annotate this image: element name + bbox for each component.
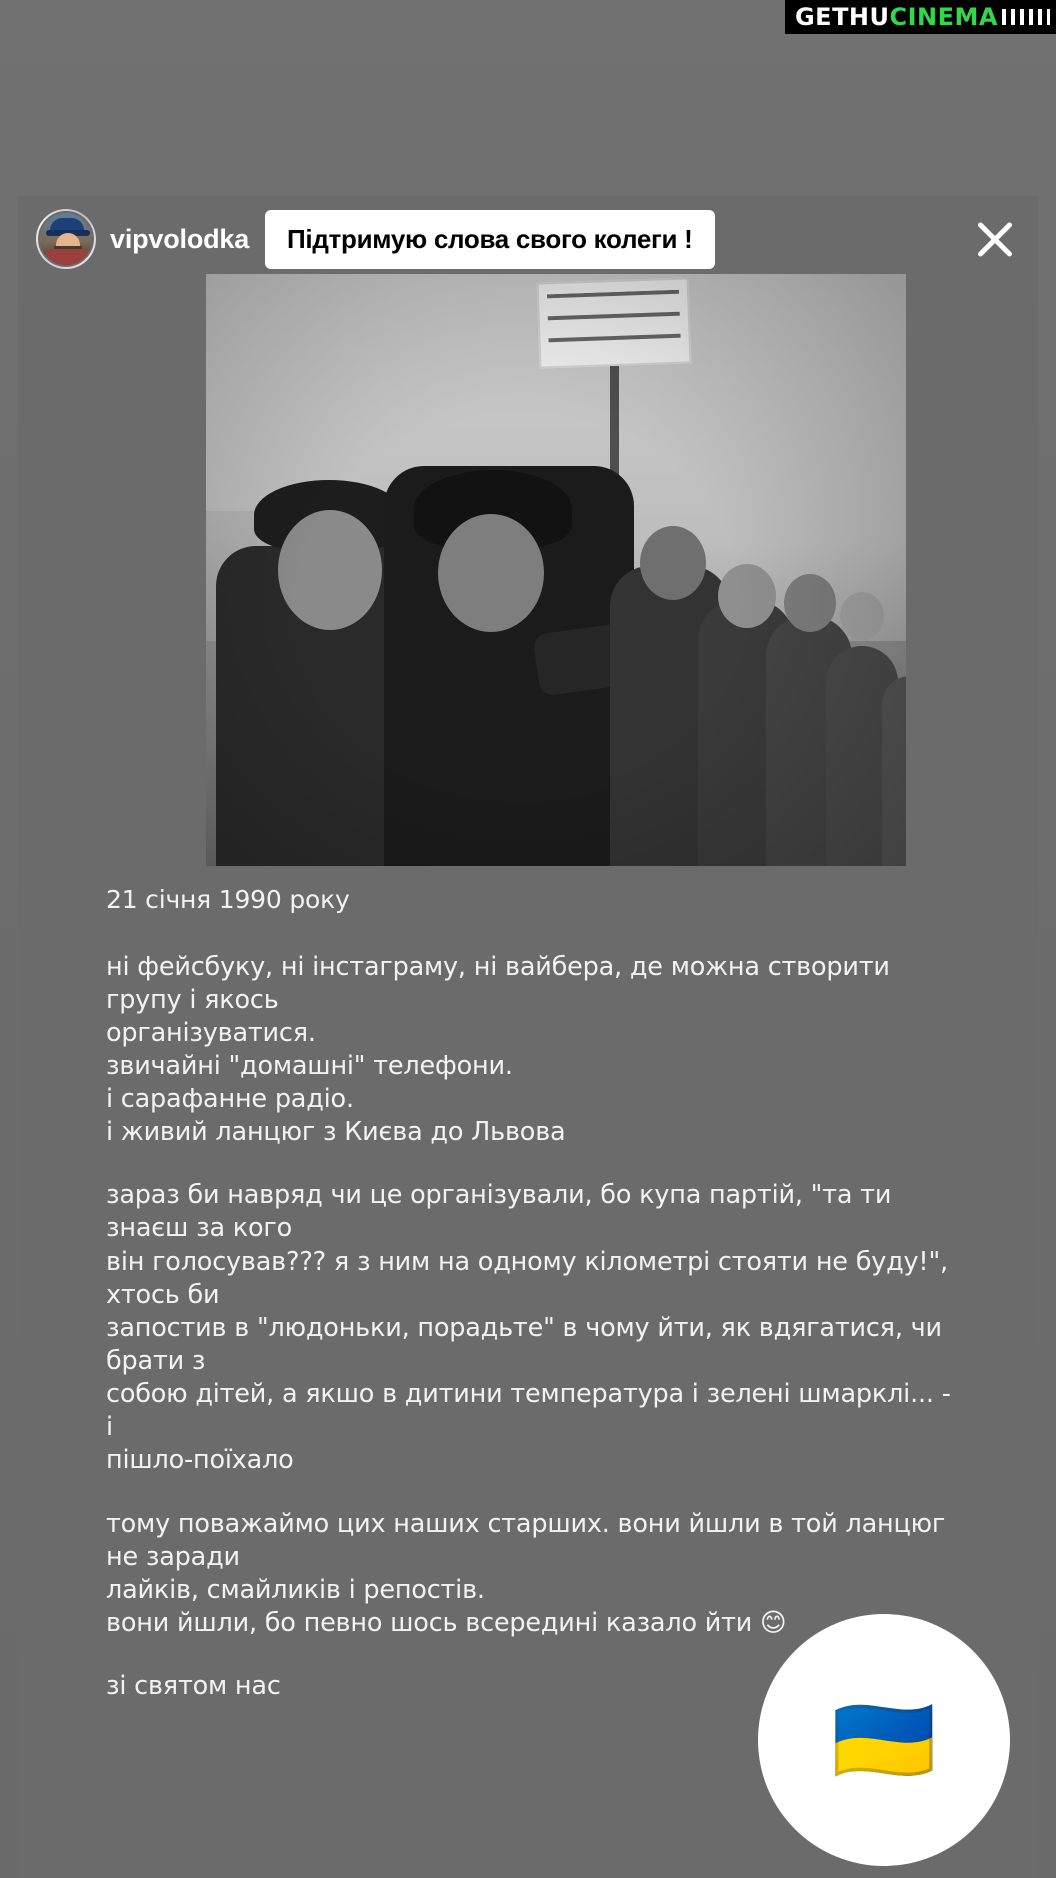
story-line: лайків, смайликів і репостів. [106,1574,485,1605]
story-paragraph [106,1179,962,1477]
story-line: і сарафанне радіо. [106,1084,354,1115]
story-line: запостив в "людоньки, порадьте" в чому йти, як вдягатися, чи брати з [106,1312,942,1377]
story-card [18,196,1038,1878]
watermark-text-part2: CINEMA [889,3,998,31]
avatar-image [38,211,94,267]
story-text [106,884,962,1733]
watermark-text [795,3,998,31]
story-date: 21 січня 1990 року [106,885,350,914]
flag-sticker[interactable] [758,1614,1010,1866]
ukraine-flag-icon: 🇺🇦 [831,1693,937,1787]
close-icon[interactable] [966,210,1024,268]
story-line: ні фейсбуку, ні інстаграму, ні вайбера, де можна створити групу і якось [106,951,890,1015]
story-line: зі святом нас [106,1671,281,1702]
watermark [785,0,1056,34]
photo-vignette [206,274,906,866]
story-header [18,196,1038,282]
story-line: і живий ланцюг з Києва до Львова [106,1117,566,1148]
story-username[interactable]: vipvolodka [110,223,250,254]
film-strip-icon [1002,4,1050,30]
story-paragraph [106,951,962,1150]
story-line: він голосував??? я з ним на одному кілометрі стояти не буду!", хтось би [106,1246,948,1310]
caption-chip[interactable]: Підтримую слова свого колеги ! [265,210,714,269]
story-line: собою дітей, а якшо в дитини температура і зелені шмарклі... - і [106,1379,951,1443]
story-line: організуватися. [106,1017,316,1048]
story-line: звичайні "домашні" телефони. [106,1050,513,1081]
story-line: тому поважаймо цих наших старших. вони йшли в той ланцюг не заради [106,1508,946,1572]
story-line: зараз би навряд чи це організували, бо купа партій, "та ти знаєш за кого [106,1180,892,1244]
avatar[interactable] [36,209,96,269]
watermark-text-part1: GETHU [794,3,890,31]
story-line: пішло-поїхало [106,1445,294,1476]
story-photo [206,274,906,866]
avatar-body [44,249,92,265]
story-paragraph [106,1508,962,1641]
story-line: вони йшли, бо певно шось всередині казало йти 😊 [106,1608,787,1639]
